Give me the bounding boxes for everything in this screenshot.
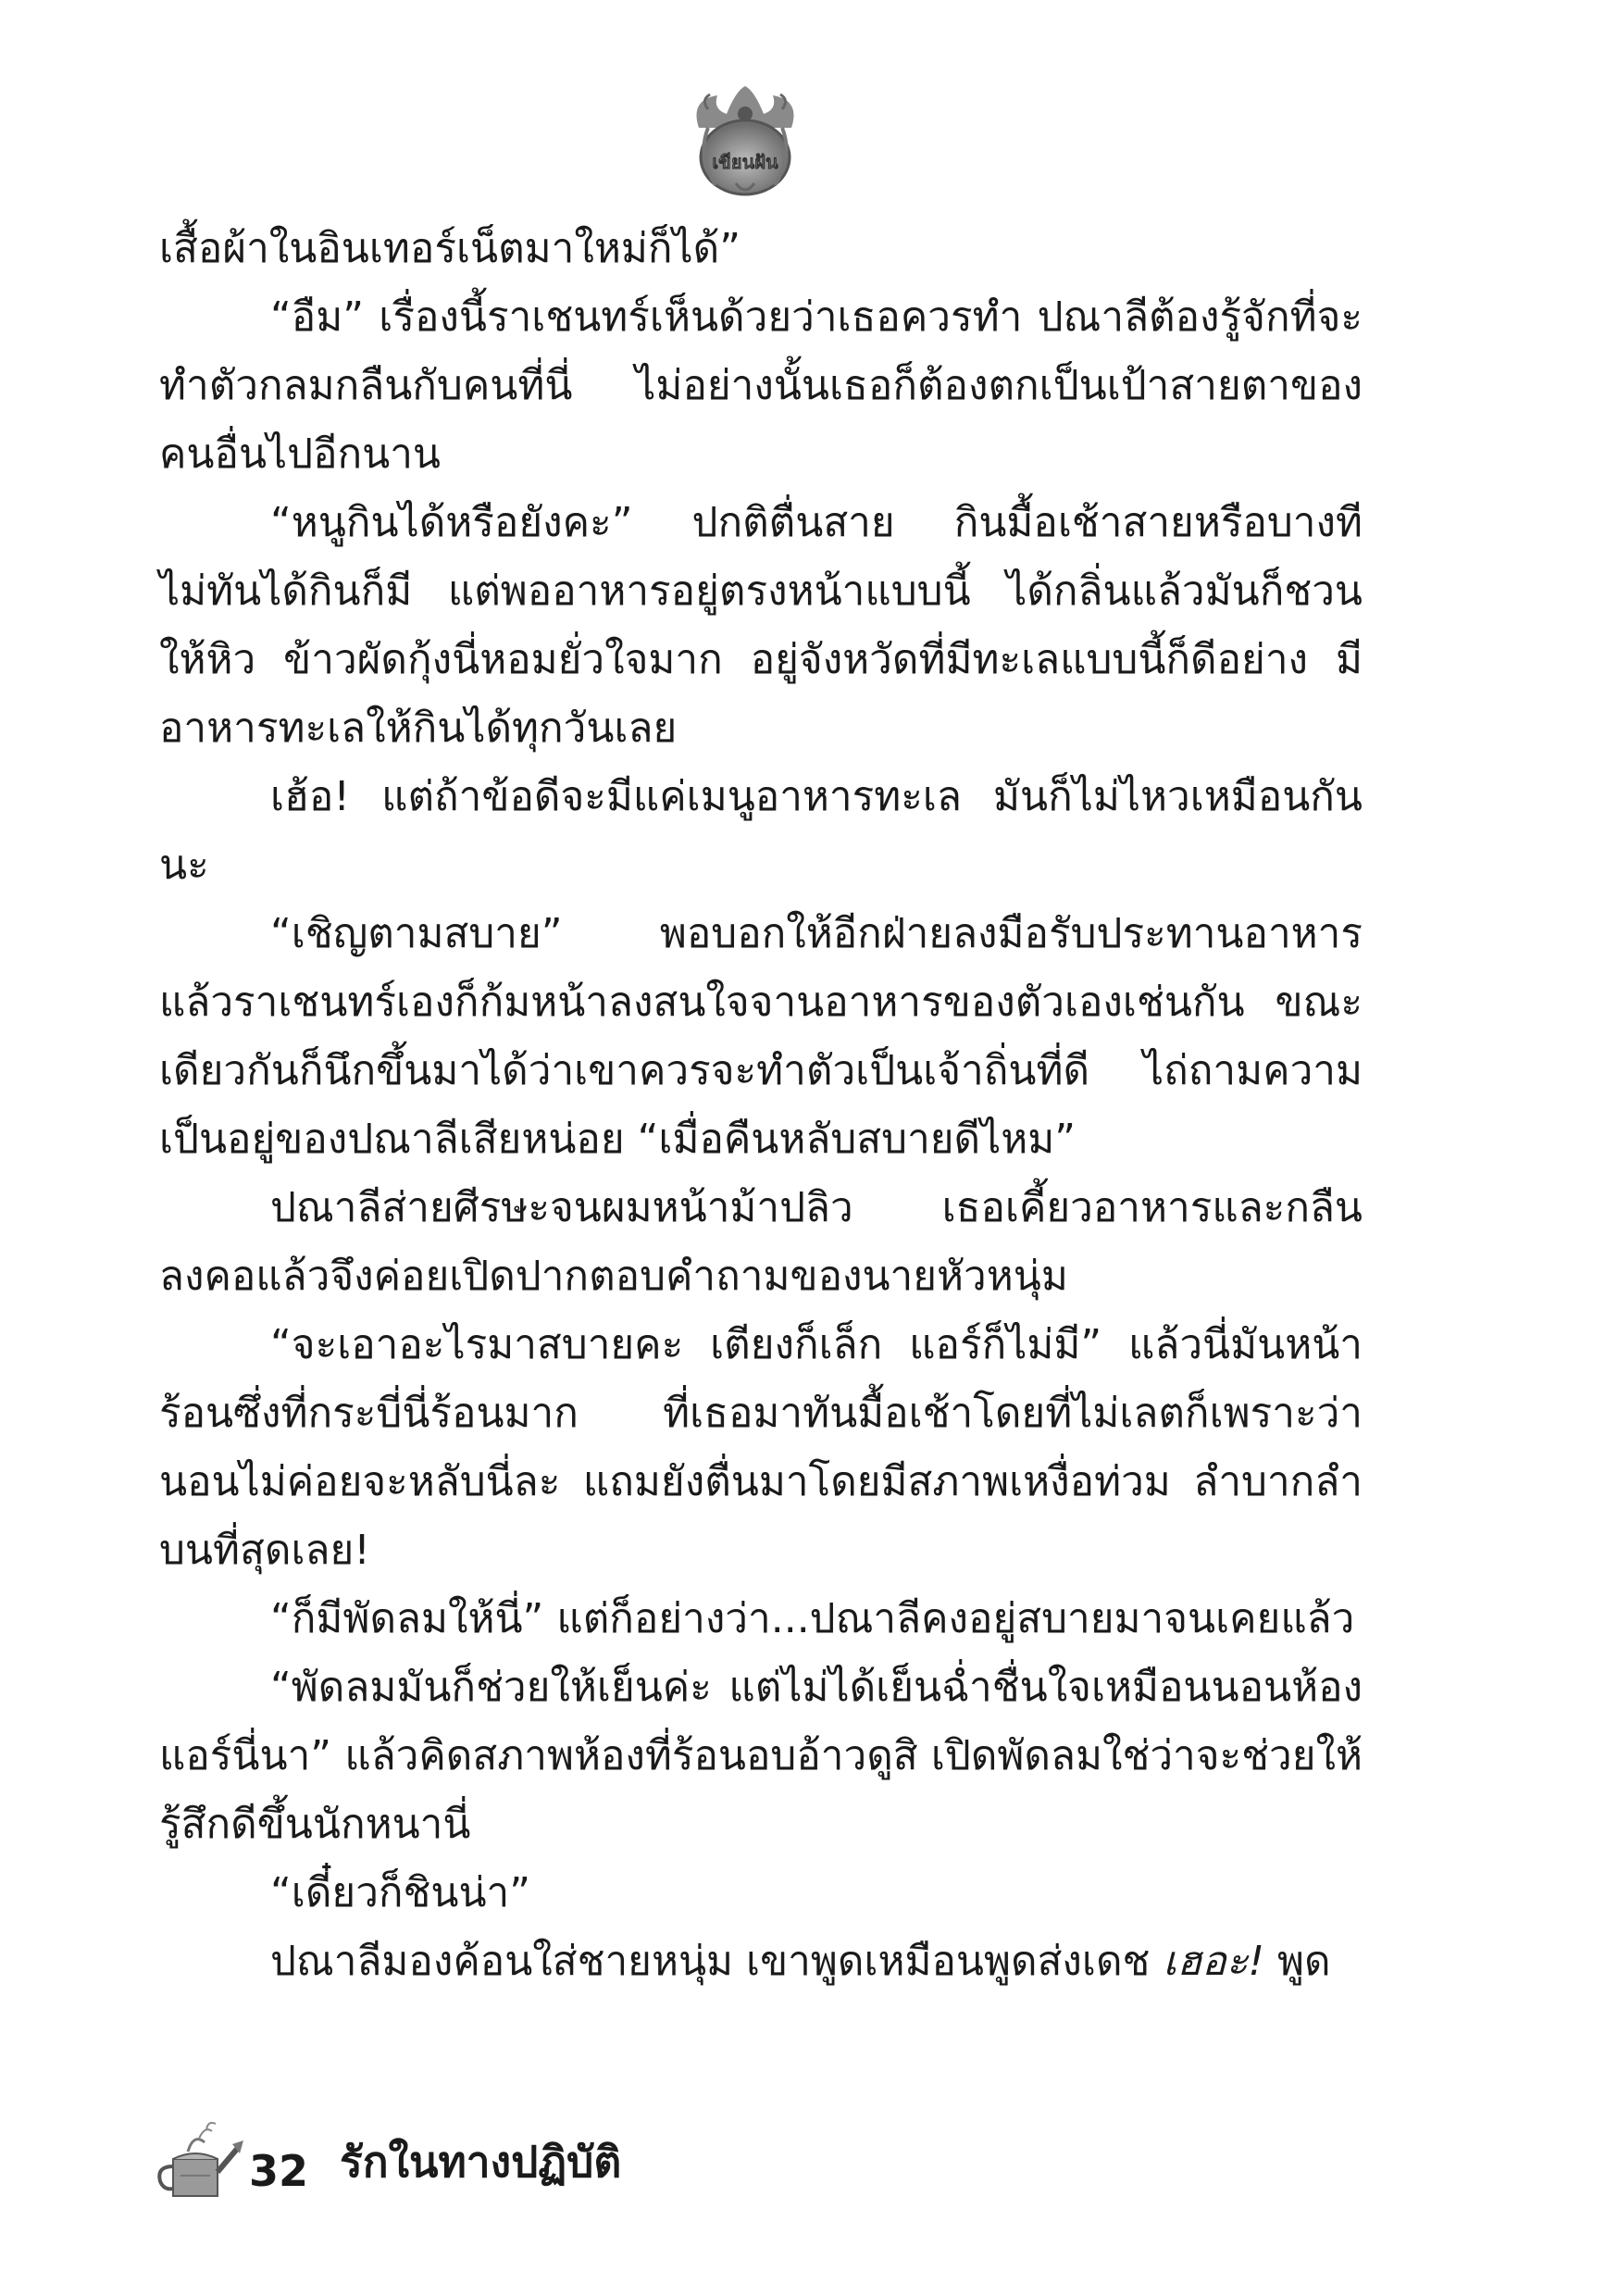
body-text [159, 215, 1363, 1996]
page-footer [153, 2111, 621, 2203]
paragraph: ปณาลีส่ายศีรษะจนผมหน้าม้าปลิว เธอเคี้ยวอาหารและกลืนลงคอแล้วจึงค่อยเปิดปากตอบคำถามของนายหัวหนุ่ม [159, 1184, 1363, 1300]
paragraph-text: ปณาลีมองค้อนใส่ชายหนุ่ม เขาพูดเหมือนพูดส่งเดช [270, 1938, 1151, 1985]
page-number: 32 [249, 2146, 309, 2196]
paragraph [159, 1928, 1363, 1996]
paragraph: “เชิญตามสบาย” พอบอกให้อีกฝ่ายลงมือรับประทานอาหาร แล้วราเชนทร์เองก็ก้มหน้าลงสนใจจานอาหารของตัวเองเช่นกัน ขณะเดียวกันก็นึกขึ้นมาได้ว่าเขาควรจะทำตัวเป็นเจ้าถิ่นที่ดี ไถ่ถามความเป็นอยู่ของปณาลีเสียหน่อย “เมื่อคืนหลับสบายดีไหม” [159, 910, 1363, 1163]
book-title: รักในทางปฏิบัติ [340, 2137, 622, 2187]
paragraph: “อืม” เรื่องนี้ราเชนทร์เห็นด้วยว่าเธอควรทำ ปณาลีต้องรู้จักที่จะทำตัวกลมกลืนกับคนที่นี่ ไม่อย่างนั้นเธอก็ต้องตกเป็นเป้าสายตาของคนอื่นไปอีกนาน [159, 293, 1363, 478]
paragraph: เสื้อผ้าในอินเทอร์เน็ตมาใหม่ก็ได้” [159, 225, 741, 272]
ornamental-crest-icon [680, 72, 810, 202]
paragraph: “จะเอาอะไรมาสบายคะ เตียงก็เล็ก แอร์ก็ไม่มี” แล้วนี่มันหน้าร้อนซึ่งที่กระบี่นี่ร้อนมาก ที่เธอมาทันมื้อเช้าโดยที่ไม่เลตก็เพราะว่านอนไม่ค่อยจะหลับนี่ละ แถมยังตื่นมาโดยมีสภาพเหงื่อท่วม ลำบากลำบนที่สุดเลย! [159, 1321, 1363, 1574]
logo-text: เขียนฝัน [712, 151, 778, 173]
watering-can-icon [153, 2111, 245, 2203]
paragraph: “เดี๋ยวก็ชินน่า” [270, 1869, 531, 1916]
paragraph: “ก็มีพัดลมให้นี่” แต่ก็อย่างว่า...ปณาลีคงอยู่สบายมาจนเคยแล้ว [270, 1595, 1355, 1642]
emphasis-text: เฮอะ! [1163, 1938, 1264, 1985]
paragraph: “พัดลมมันก็ช่วยให้เย็นค่ะ แต่ไม่ได้เย็นฉ่ำชื่นใจเหมือนนอนห้องแอร์นี่นา” แล้วคิดสภาพห้องที่ร้อนอบอ้าวดูสิ เปิดพัดลมใช่ว่าจะช่วยให้รู้สึกดีขึ้นนักหนานี่ [159, 1664, 1363, 1848]
paragraph-tail: พูด [1263, 1938, 1331, 1985]
paragraph: เฮ้อ! แต่ถ้าข้อดีจะมีแค่เมนูอาหารทะเล มันก็ไม่ไหวเหมือนกันนะ [159, 773, 1363, 889]
paragraph: “หนูกินได้หรือยังคะ” ปกติตื่นสาย กินมื้อเช้าสายหรือบางทีไม่ทันได้กินก็มี แต่พออาหารอยู่ตรงหน้าแบบนี้ ได้กลิ่นแล้วมันก็ชวนให้หิว ข้าวผัดกุ้งนี่หอมยั่วใจมาก อยู่จังหวัดที่มีทะเลแบบนี้ก็ดีอย่าง มีอาหารทะเลให้กินได้ทุกวันเลย [159, 499, 1363, 752]
